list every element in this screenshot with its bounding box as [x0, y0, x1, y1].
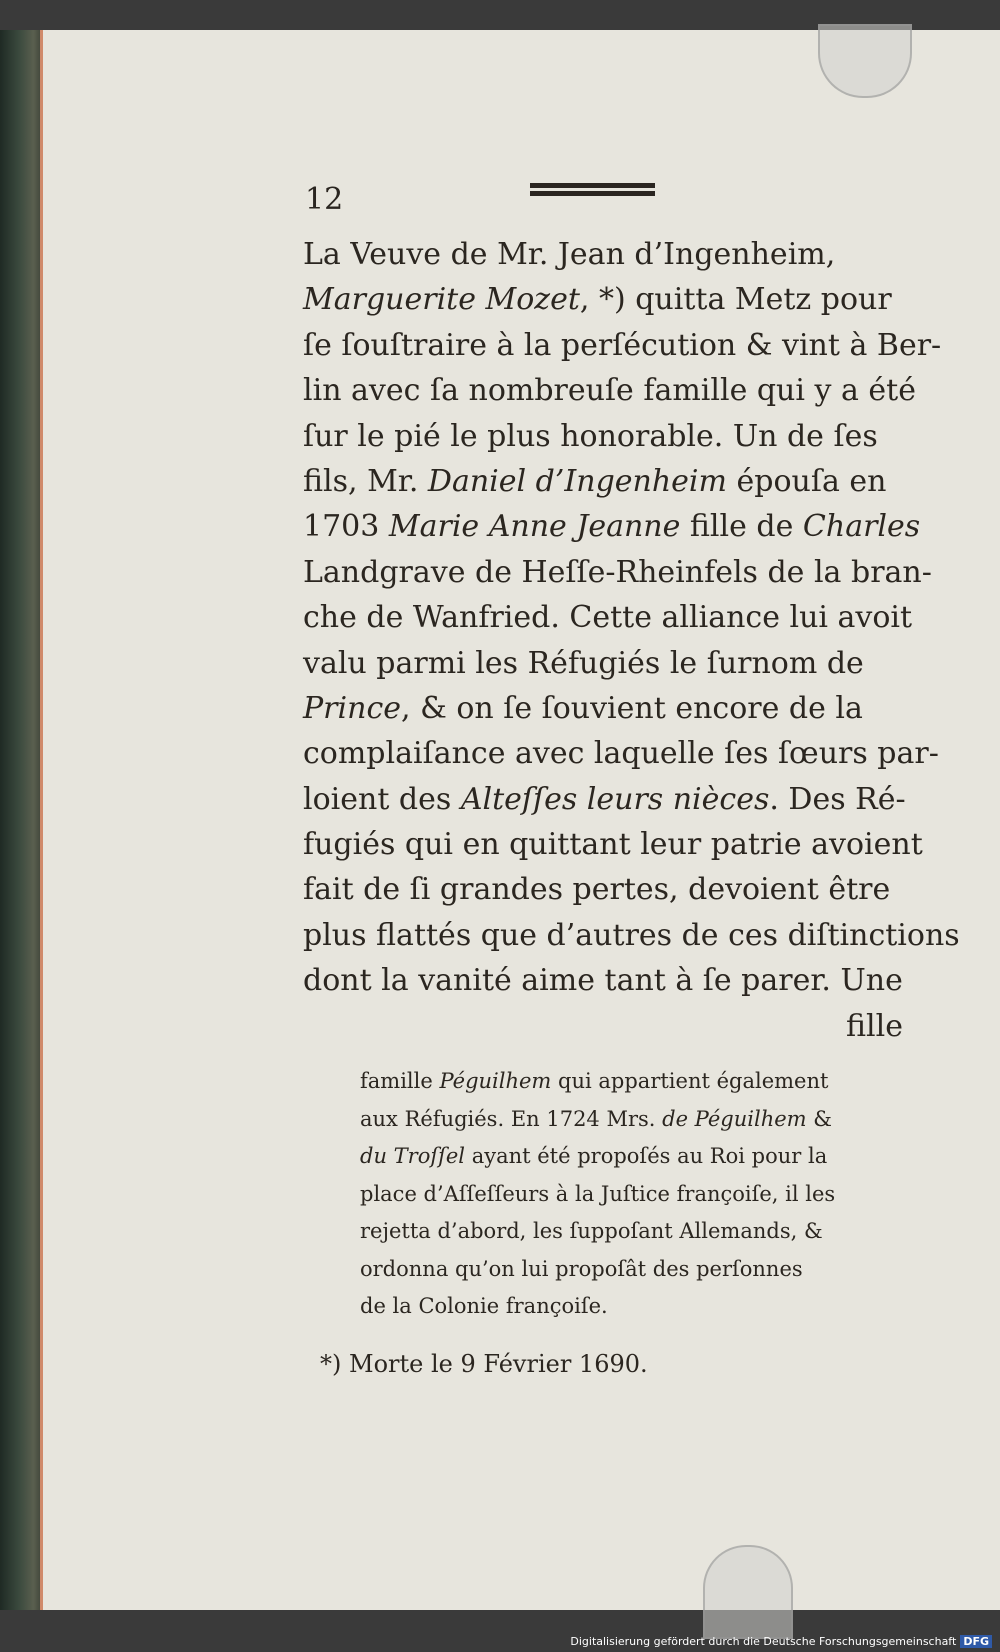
footnote-continuation	[360, 1063, 900, 1326]
text-line: che de Wanfried. Cette alliance lui avoit	[303, 600, 913, 636]
text-line: La Veuve de Mr. Jean d’Ingenheim,	[303, 237, 836, 272]
text-line: Marguerite Mozet, *) quitta Metz pour	[303, 282, 892, 318]
text-line: Landgrave de Heſſe-Rheinfels de la bran-	[303, 554, 932, 590]
text-line: fait de ſi grandes pertes, devoient être	[303, 872, 891, 908]
credit-text: Digitalisierung gefördert durch die Deutsche Forschungsgemeinschaft	[570, 1635, 957, 1648]
main-text	[303, 232, 960, 1049]
footnote-line: famille Péguilhem qui appartient également	[360, 1069, 829, 1093]
page-clip-bottom	[703, 1545, 793, 1639]
text-line: fille	[846, 1008, 903, 1044]
footnote-line: place d’Aſſeſſeurs à la Juſtice françoiſe, il les	[360, 1181, 836, 1206]
text-line: Prince, & on ſe ſouvient encore de la	[303, 690, 863, 726]
text-line: loient des Alteſſes leurs nièces. Des Ré-	[303, 781, 906, 817]
digitization-credit	[570, 1635, 992, 1648]
footnote-line: ordonna qu’on lui propoſât des perſonnes	[360, 1256, 803, 1281]
footnote-line: du Troſſel ayant été propoſés au Roi pour la	[360, 1144, 828, 1168]
text-line: ſe ſouſtraire à la perſécution & vint à Ber-	[303, 327, 942, 363]
text-line: plus flattés que d’autres de ces diſtinctions	[303, 917, 960, 953]
text-line: dont la vanité aime tant à ſe parer. Une	[303, 963, 903, 999]
text-line: 1703 Marie Anne Jeanne fille de Charles	[303, 509, 921, 545]
footnote-line: de la Colonie françoiſe.	[360, 1294, 608, 1318]
text-line: lin avec ſa nombreuſe famille qui y a été	[303, 373, 916, 409]
text-line: ſur le pié le plus honorable. Un de ſes	[303, 418, 878, 454]
header-ornament	[530, 183, 655, 197]
page-number: 12	[305, 182, 344, 217]
footnote-line: rejetta d’abord, les ſuppoſant Allemands, &	[360, 1219, 823, 1243]
page-clip-top	[818, 24, 912, 98]
footnote-line: aux Réfugiés. En 1724 Mrs. de Péguilhem &	[360, 1106, 832, 1131]
text-line: fugiés qui en quittant leur patrie avoient	[303, 827, 923, 863]
text-line: fils, Mr. Daniel d’Ingenheim épouſa en	[303, 463, 887, 499]
dfg-logo: DFG	[960, 1635, 992, 1648]
text-line: valu parmi les Réfugiés le ſurnom de	[303, 645, 864, 681]
footnote-note: *) Morte le 9 Février 1690.	[320, 1350, 648, 1378]
text-line: complaiſance avec laquelle ſes ſœurs par-	[303, 736, 939, 772]
